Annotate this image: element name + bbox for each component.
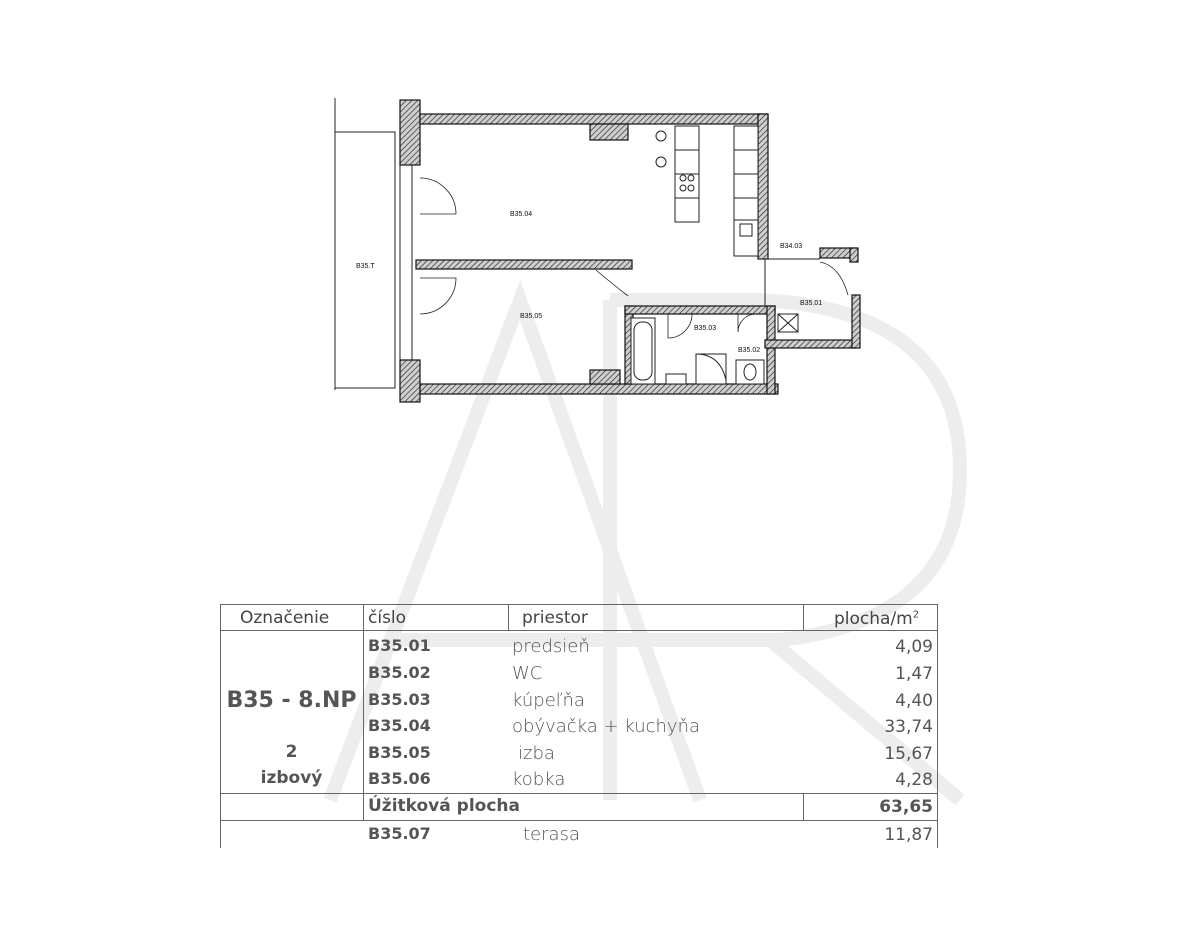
header-number: číslo: [368, 608, 407, 628]
row-code: B35.04: [368, 716, 431, 735]
rooms-type: izbový: [260, 768, 323, 788]
room-label-terrace: B35.T: [356, 263, 375, 270]
row-name: kúpeľňa: [512, 690, 585, 711]
row-area: 15,67: [884, 744, 933, 764]
terrace-name: terasa: [523, 824, 580, 845]
terrace-code: B35.07: [368, 824, 431, 843]
usable-area-value: 63,65: [879, 797, 933, 817]
header-space: priestor: [522, 608, 588, 628]
row-name: predsieň: [512, 636, 590, 657]
unit-code: B35 - 8.NP: [226, 688, 357, 713]
area-table: [220, 604, 938, 848]
row-name: kobka: [512, 769, 566, 790]
row-area: 4,40: [895, 691, 933, 711]
terrace: [335, 98, 400, 402]
row-area: 4,28: [895, 770, 933, 790]
room-label-bedroom: B35.05: [520, 313, 543, 320]
header-designation: Označenie: [240, 608, 330, 628]
room-label-wc: B35.02: [738, 347, 761, 354]
kitchen-counter: [656, 126, 758, 256]
header-area: plocha/$m^2$: [834, 609, 920, 629]
row-code: B35.06: [368, 769, 431, 788]
row-code: B35.05: [368, 743, 431, 762]
walls: [400, 100, 860, 402]
terrace-area: 11,87: [884, 825, 933, 845]
floor-plan: [320, 90, 880, 420]
rooms-count: 2: [285, 742, 298, 762]
room-label-living: B35.04: [510, 211, 533, 218]
row-code: B35.03: [368, 690, 431, 709]
row-area: 33,74: [884, 717, 933, 737]
room-label-hallway: B35.01: [800, 300, 823, 307]
row-area: 4,09: [895, 637, 933, 657]
row-name: WC: [512, 663, 543, 684]
row-area: 1,47: [895, 664, 933, 684]
room-label-neighbor: B34.03: [780, 243, 803, 250]
row-name: izba: [518, 743, 555, 764]
row-name: obývačka + kuchyňa: [512, 716, 701, 737]
room-label-bathroom: B35.03: [694, 325, 717, 332]
row-code: B35.02: [368, 663, 431, 682]
usable-area-label: Úžitková plocha: [368, 796, 520, 816]
row-code: B35.01: [368, 636, 431, 655]
